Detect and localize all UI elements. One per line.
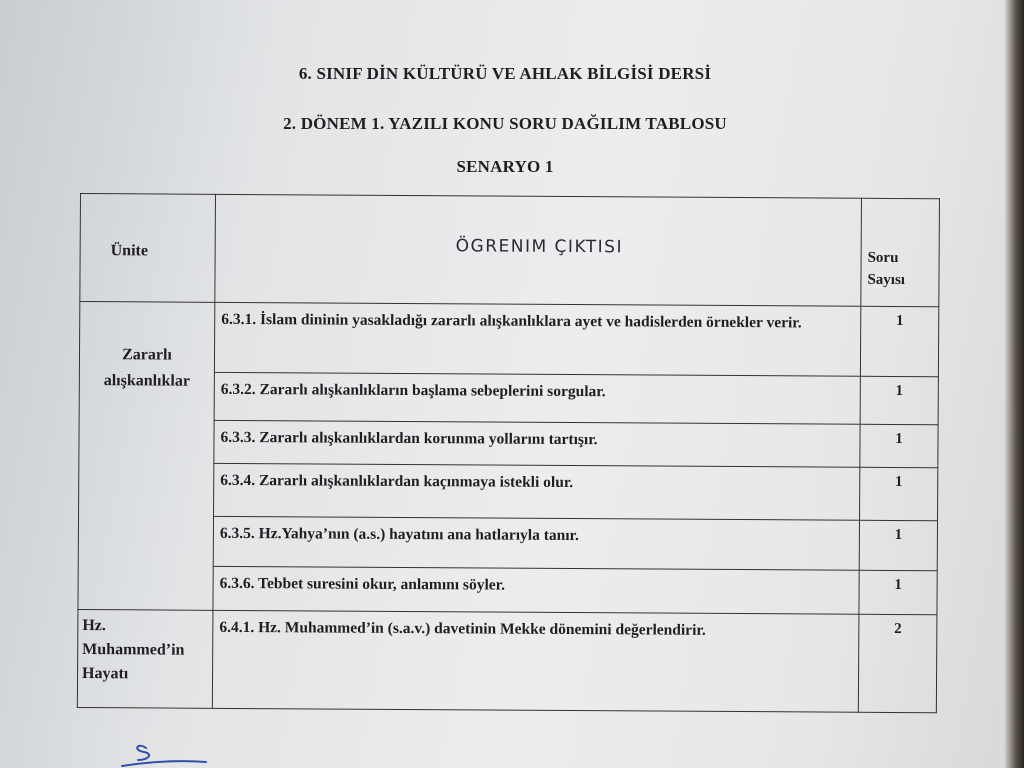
count-cell: 1 — [859, 570, 937, 614]
outcome-cell: 6.3.2. Zararlı alışkanlıkların başlama sebeplerini sorgular. — [214, 372, 860, 424]
outcome-cell: 6.3.3. Zararlı alışkanlıklardan korunma yollarını tartışır. — [214, 420, 860, 467]
signature-mark — [118, 740, 208, 768]
unit-line: Muhammed’in — [82, 641, 185, 659]
count-header-line1: Soru — [867, 249, 899, 267]
count-cell: 1 — [860, 424, 938, 467]
outcome-cell: 6.3.6. Tebbet suresini okur, anlamını söyler. — [213, 566, 859, 614]
outcome-cell: 6.4.1. Hz. Muhammed’in (s.a.v.) davetinin Mekke dönemini değerlendirir. — [212, 610, 859, 712]
outcome-cell: 6.3.1. İslam dininin yasakladığı zararlı alışkanlıklara ayet ve hadislerden örnekler verir. — [214, 302, 860, 376]
document-title: 6. SINIF DİN KÜLTÜRÜ VE AHLAK BİLGİSİ DERSİ — [298, 64, 712, 83]
count-cell: 1 — [860, 376, 938, 424]
unit-line: Hayatı — [82, 665, 129, 683]
unit-line: Hz. — [82, 617, 106, 635]
unit-line: Zararlı — [122, 346, 172, 364]
question-distribution-table — [77, 193, 940, 713]
document-subtitle: 2. DÖNEM 1. YAZILI KONU SORU DAĞILIM TABLOSU — [283, 114, 727, 133]
outcome-cell: 6.3.5. Hz.Yahya’nın (a.s.) hayatını ana hatlarıyla tanır. — [213, 516, 859, 570]
count-cell: 2 — [858, 614, 937, 712]
count-column-header — [861, 198, 940, 306]
unit-cell-hz-muhammed — [77, 609, 213, 708]
outcome-column-header: ÖGRENIM ÇIKTISI — [215, 194, 862, 306]
table-header-row — [80, 194, 940, 307]
unit-column-header: Ünite — [80, 194, 216, 303]
scenario-label: SENARYO 1 — [456, 157, 554, 176]
count-cell: 1 — [860, 306, 938, 376]
outcome-cell: 6.3.4. Zararlı alışkanlıklardan kaçınmaya istekli olur. — [214, 463, 860, 520]
table-row — [77, 609, 937, 712]
count-cell: 1 — [860, 467, 938, 520]
unit-line: alışkanlıklar — [103, 372, 191, 390]
count-header-line2: Sayısı — [867, 271, 906, 289]
count-cell: 1 — [859, 520, 937, 570]
table-row — [79, 302, 938, 377]
unit-cell-zararli — [78, 302, 215, 611]
